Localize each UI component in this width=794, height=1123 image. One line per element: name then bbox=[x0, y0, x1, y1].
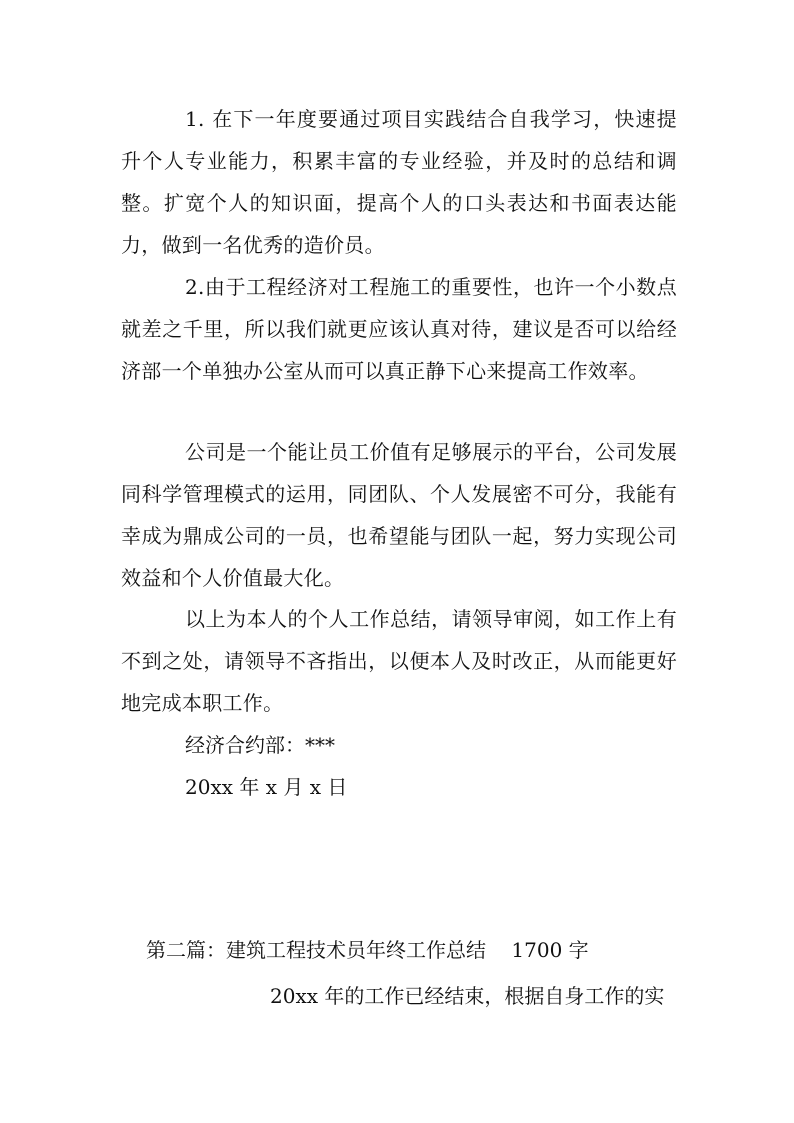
signature: 经济合约部：*** bbox=[185, 733, 335, 757]
paragraph-4: 以上为本人的个人工作总结，请领导审阅，如工作上有不到之处，请领导不吝指出，以便本人及时改正，从而能更好地完成本职工作。 bbox=[121, 607, 677, 715]
date: 20xx 年 x 月 x 日 bbox=[185, 775, 348, 799]
paragraph-1: 1. 在下一年度要通过项目实践结合自我学习，快速提升个人专业能力，积累丰富的专业经验，并及时的总结和调整。扩宽个人的知识面，提高个人的口头表达和书面表达能力，做到一名优秀的造价员。 bbox=[121, 107, 677, 257]
section-first-line: 20xx 年的工作已经结束，根据自身工作的实 bbox=[270, 984, 665, 1008]
section-title: 第二篇：建筑工程技术员年终工作总结 1700 字 bbox=[146, 938, 589, 962]
paragraph-3: 公司是一个能让员工价值有足够展示的平台，公司发展同科学管理模式的运用，同团队、个人发展密不可分，我能有幸成为鼎成公司的一员，也希望能与团队一起，努力实现公司效益和个人价值最大化。 bbox=[121, 440, 677, 590]
paragraph-2: 2.由于工程经济对工程施工的重要性，也许一个小数点就差之千里，所以我们就更应该认真对待，建议是否可以给经济部一个单独办公室从而可以真正静下心来提高工作效率。 bbox=[121, 275, 677, 383]
